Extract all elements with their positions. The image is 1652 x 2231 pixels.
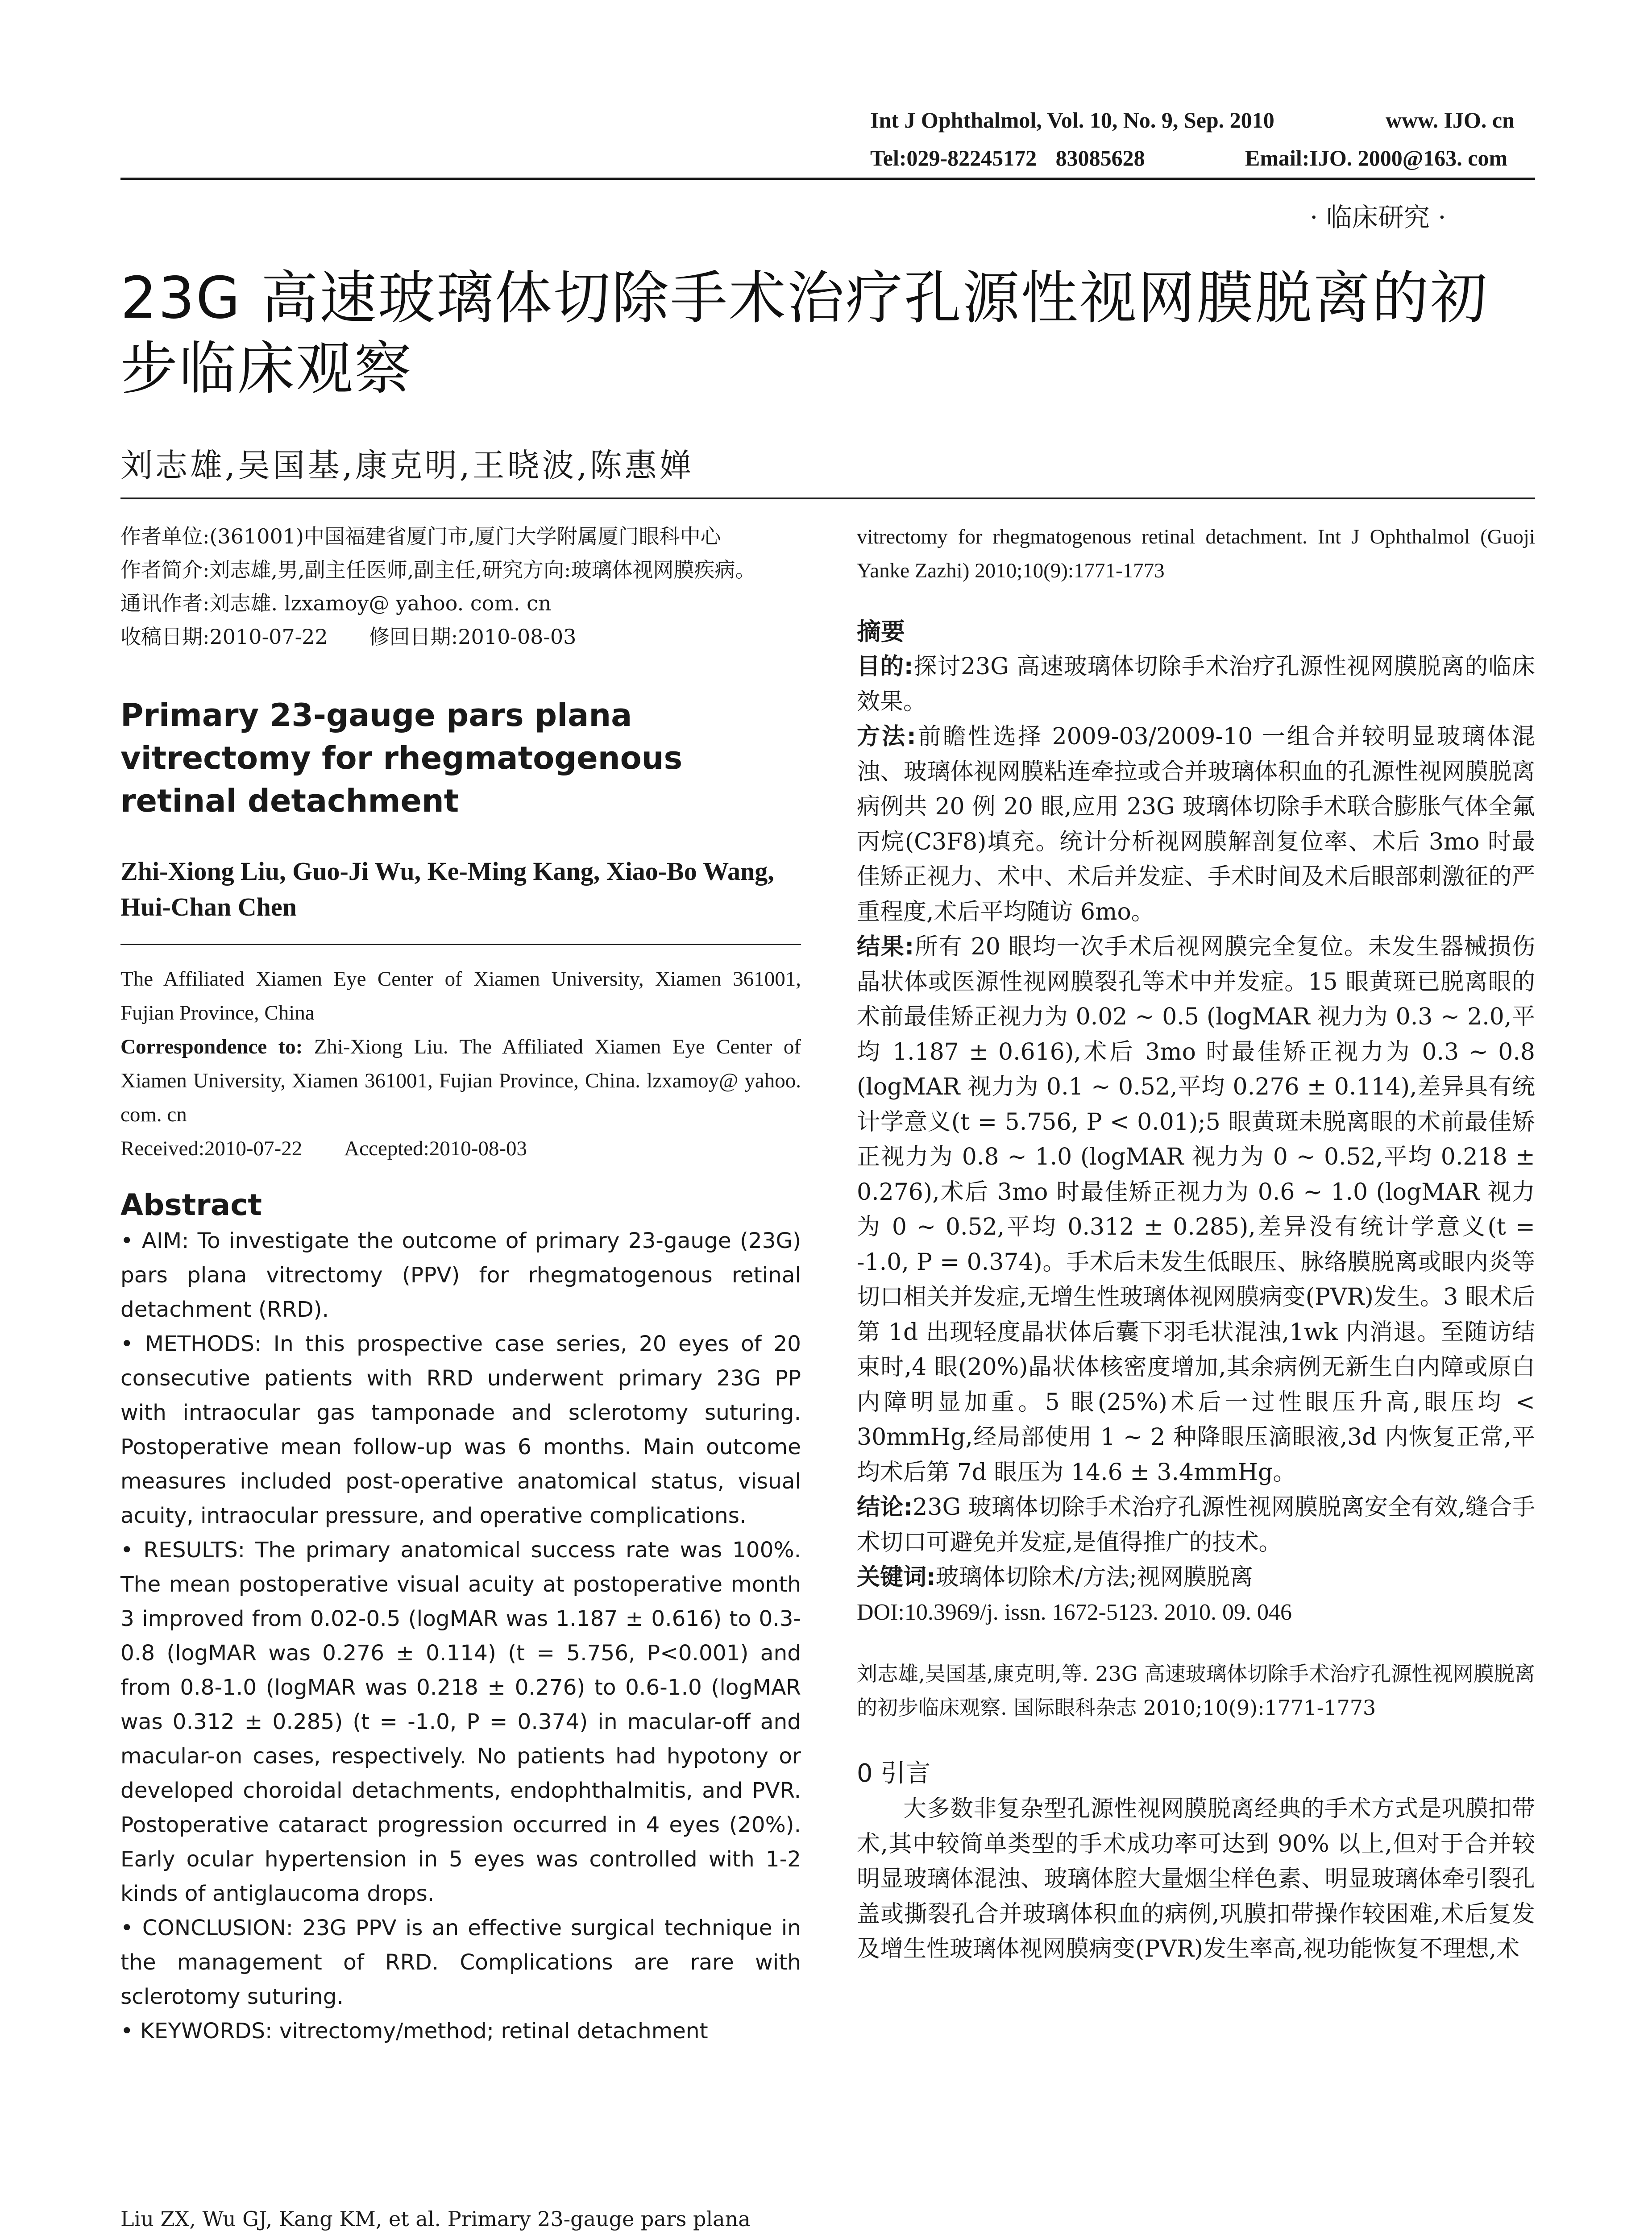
abstract-cn-results	[857, 929, 1535, 1490]
authors-en: Zhi-Xiong Liu, Guo-Ji Wu, Ke-Ming Kang, Xiao-Bo Wang, Hui-Chan Chen	[120, 857, 774, 921]
conclusion-label: 结论:	[857, 1494, 913, 1521]
keywords-text: 玻璃体切除术/方法;视网膜脱离	[935, 1564, 1253, 1591]
affiliation-rule	[120, 944, 801, 945]
results-text: 所有 20 眼均一次手术后视网膜完全复位。未发生器械损伤晶状体或医源性视网膜裂孔等术中并发症。15 眼黄斑已脱离眼的术前最佳矫正视力为 0.02 ~ 0.5 (logMAR 视力为 0.3 ~ 2.0,平均 1.187 ± 0.616),术后 3mo 时最佳矫正视力为 0.3 ~ 0.8 (logMAR 视力为 0.1 ~ 0.52,平均 0.276 ± 0.114),差异具有统计学意义(t = 5.756, P < 0.01);5 眼黄斑未脱离眼的术前最佳矫正视力为 0.8 ~ 1.0 (logMAR 视力为 0 ~ 0.52,平均 0.218 ± 0.276),术后 3mo 时最佳矫正视力为 0.6 ~ 1.0 (logMAR 视力为 0 ~ 0.52,平均 0.312 ± 0.285),差异没有统计学意义(t = -1.0, P = 0.374)。手术后未发生低眼压、脉络膜脱离或眼内炎等切口相关并发症,无增生性玻璃体视网膜病变(PVR)发生。3 眼术后第 1d 出现轻度晶状体后囊下羽毛状混浊,1wk 内消退。至随访结束时,4 眼(20%)晶状体核密度增加,其余病例无新生白内障或原白内障明显加重。5 眼(25%)术后一过性眼压升高,眼压均 < 30mmHg,经局部使用 1 ~ 2 种降眼压滴眼液,3d 内恢复正常,平均术后第 7d 眼压为 14.6 ± 3.4mmHg。	[857, 933, 1536, 1486]
abstract-methods: • METHODS: In this prospective case series, 20 eyes of 20 consecutive patients with RRD underwent primary 23G PP with intraocular gas tamponade and sclerotomy suturing. Postoperative mean follow-up was 6 months. Main outcome measures included post-operative anatomical status, visual acuity, intraocular pressure, and operative complications.	[120, 1331, 801, 1528]
doi: DOI:10.3969/j. issn. 1672-5123. 2010. 09. 046	[857, 1599, 1292, 1625]
abstract-cn-heading: 摘要	[857, 618, 905, 646]
intro-paragraph: 大多数非复杂型孔源性视网膜脱离经典的手术方式是巩膜扣带术,其中较简单类型的手术成功率可达到 90% 以上,但对于合并较明显玻璃体混浊、玻璃体腔大量烟尘样色素、明显玻璃体牵引裂孔盖或撕裂孔合并玻璃体积血的病例,巩膜扣带操作较困难,术后复发及增生性玻璃体视网膜病变(PVR)发生率高,视功能恢复不理想,术	[857, 1796, 1535, 1962]
abstract-aim: • AIM: To investigate the outcome of primary 23-gauge (23G) pars plana vitrectomy (PPV) for rhegmatogenous retinal detachment (RRD).	[120, 1228, 801, 1322]
abstract-heading: Abstract	[120, 1188, 262, 1222]
abstract-cn-methods	[857, 719, 1535, 929]
affiliation-en: The Affiliated Xiamen Eye Center of Xiamen University, Xiamen 361001, Fujian Province, China	[120, 967, 801, 1024]
article-title-cn: 23G 高速玻璃体切除手术治疗孔源性视网膜脱离的初步临床观察	[120, 265, 1489, 402]
left-column	[120, 520, 801, 2049]
correspondence-label: Correspondence to:	[120, 1035, 303, 1058]
title-rule	[120, 498, 1535, 499]
journal-tel: Tel:029-82245172 83085628	[870, 145, 1145, 170]
methods-label: 方法:	[857, 723, 916, 750]
received-accepted: Received:2010-07-22 Accepted:2010-08-03	[120, 1137, 527, 1160]
article-title-en: Primary 23-gauge pars plana vitrectomy for rhegmatogenous retinal detachment	[120, 697, 683, 819]
correspondence-en	[120, 1030, 801, 1132]
author-affiliation-cn: 作者单位:(361001)中国福建省厦门市,厦门大学附属厦门眼科中心	[120, 524, 721, 548]
journal-website: www. IJO. cn	[1386, 108, 1515, 133]
correspondence-cn: 通讯作者:刘志雄. lzxamoy@ yahoo. com. cn	[120, 591, 552, 615]
abstract-conclusion: • CONCLUSION: 23G PPV is an effective surgical technique in the management of RRD. Complications are rare with sclerotomy suturing.	[120, 1916, 801, 2009]
objective-label: 目的:	[857, 653, 913, 680]
abstract-cn-conclusion	[857, 1490, 1535, 1560]
dates-cn: 收稿日期:2010-07-22 修回日期:2010-08-03	[120, 625, 577, 649]
author-bio-cn: 作者简介:刘志雄,男,副主任医师,副主任,研究方向:玻璃体视网膜疾病。	[120, 558, 756, 582]
citation-cn: 刘志雄,吴国基,康克明,等. 23G 高速玻璃体切除手术治疗孔源性视网膜脱离的初步临床观察. 国际眼科杂志 2010;10(9):1771-1773	[857, 1662, 1535, 1720]
citation-en-continued: vitrectomy for rhegmatogenous retinal detachment. Int J Ophthalmol (Guoji Yanke Zazhi) 2010;10(9):1771-1773	[857, 525, 1535, 582]
abstract-cn-objective	[857, 649, 1535, 719]
right-column	[857, 520, 1535, 1967]
keywords-label: 关键词:	[857, 1564, 936, 1591]
conclusion-text: 23G 玻璃体切除手术治疗孔源性视网膜脱离安全有效,缝合手术切口可避免并发症,是值得推广的技术。	[857, 1494, 1535, 1556]
citation-en-start: Liu ZX, Wu GJ, Kang KM, et al. Primary 23-gauge pars plana	[120, 2207, 751, 2231]
results-label: 结果:	[857, 933, 914, 960]
abstract-results: • RESULTS: The primary anatomical success rate was 100%. The mean postoperative visual acuity at postoperative month 3 improved from 0.02-0.5 (logMAR was 1.187 ± 0.616) to 0.3-0.8 (logMAR was 0.276 ± 0.114) (t = 5.756, P<0.001) and from 0.8-1.0 (logMAR was 0.218 ± 0.276) to 0.6-1.0 (logMAR was 0.312 ± 0.285) (t = -1.0, P = 0.374) in macular-off and macular-on cases, respectively. No patients had hypotony or developed choroidal detachments, endophthalmitis, and PVR. Postoperative cataract progression occurred in 4 eyes (20%). Early ocular hypertension in 5 eyes was controlled with 1-2 kinds of antiglaucoma drops.	[120, 1538, 801, 1906]
methods-text: 前瞻性选择 2009-03/2009-10 一组合并较明显玻璃体混浊、玻璃体视网膜粘连牵拉或合并玻璃体积血的孔源性视网膜脱离病例共 20 例 20 眼,应用 23G 玻璃体切除手术联合膨胀气体全氟丙烷(C3F8)填充。统计分析视网膜解剖复位率、术后 3mo 时最佳矫正视力、术中、术后并发症、手术时间及术后眼部刺激征的严重程度,术后平均随访 6mo。	[857, 723, 1535, 925]
intro-heading: 0 引言	[857, 1759, 931, 1788]
authors-cn: 刘志雄,吴国基,康克明,王晓波,陈惠婵	[120, 447, 694, 484]
section-label: · 临床研究 ·	[1310, 202, 1446, 232]
correspondence-text: Zhi-Xiong Liu. The Affiliated Xiamen Eye Center of Xiamen University, Xiamen 361001, Fujian Province, China. lzxamoy@ yahoo. com. cn	[120, 1035, 801, 1126]
abstract-cn-keywords	[857, 1560, 1535, 1595]
journal-citation-header: Int J Ophthalmol, Vol. 10, No. 9, Sep. 2010	[870, 108, 1274, 133]
header-rule	[120, 178, 1535, 180]
abstract-keywords: • KEYWORDS: vitrectomy/method; retinal detachment	[120, 2019, 708, 2044]
objective-text: 探讨23G 高速玻璃体切除手术治疗孔源性视网膜脱离的临床效果。	[857, 653, 1535, 715]
journal-email: Email:IJO. 2000@163. com	[1245, 145, 1508, 170]
